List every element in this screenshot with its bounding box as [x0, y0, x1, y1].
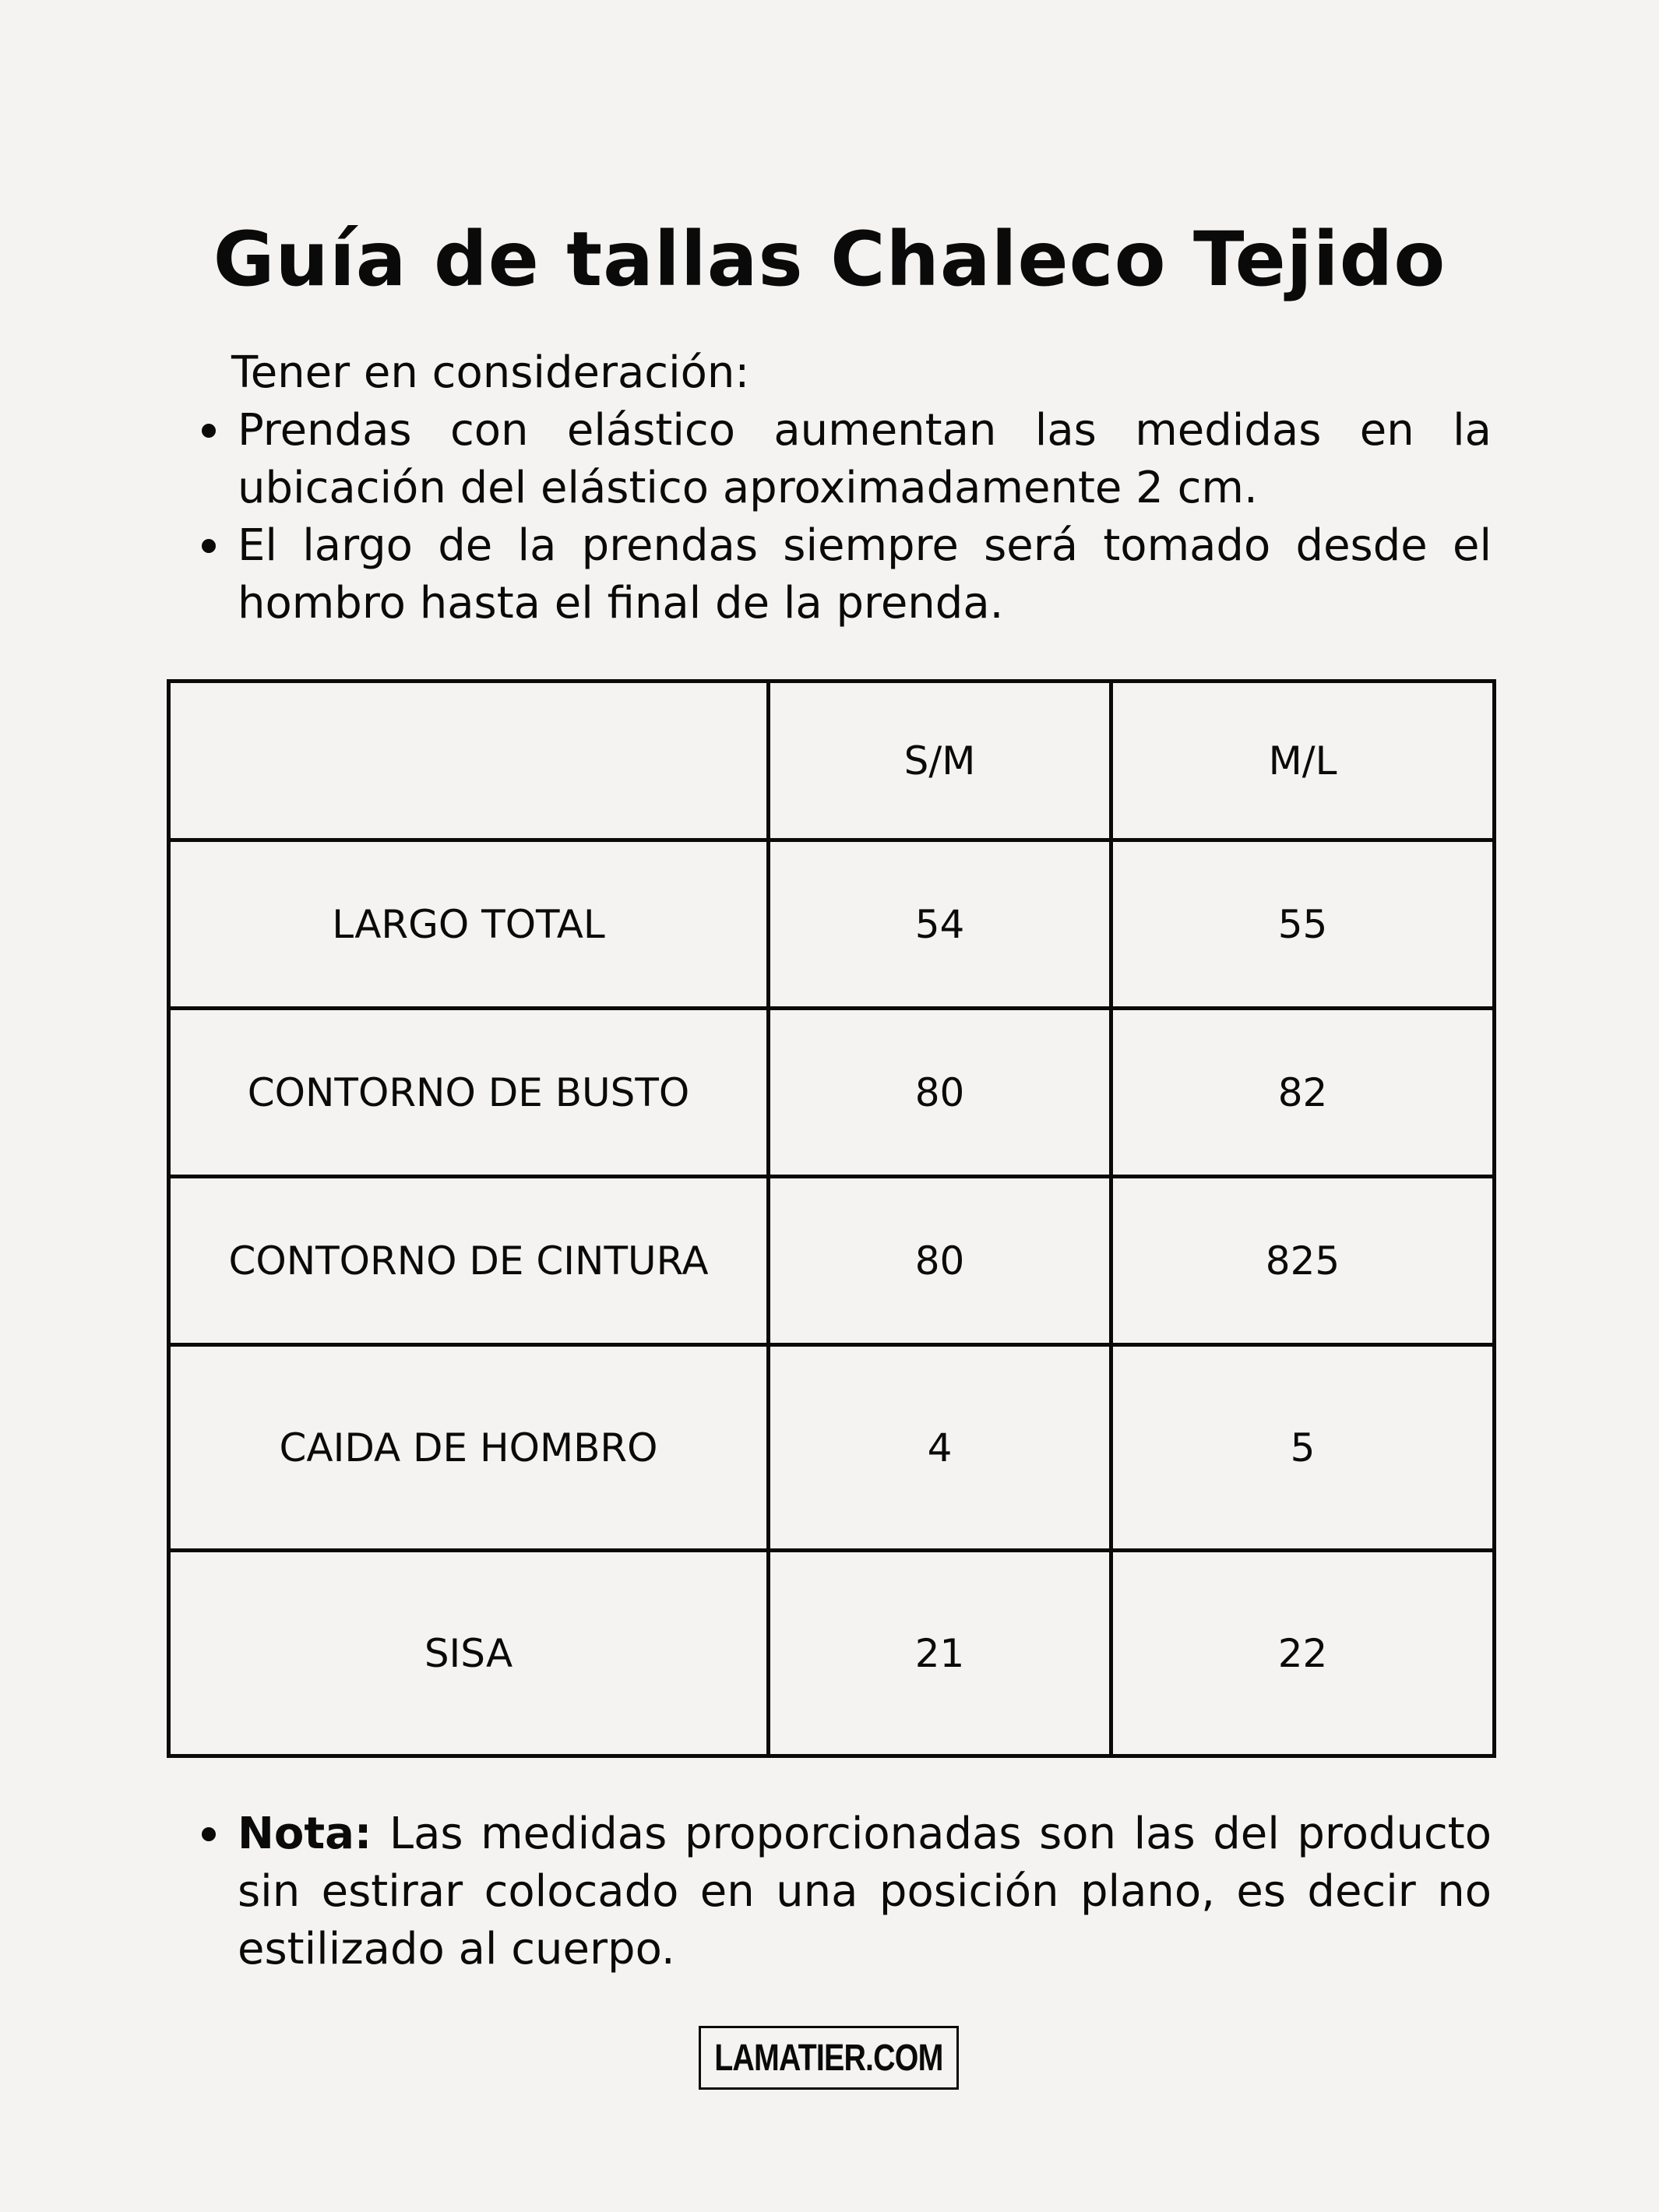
value-sm: 80 — [769, 1009, 1111, 1177]
size-table — [167, 679, 1496, 1758]
table-row — [169, 1009, 1495, 1177]
value-ml: 825 — [1111, 1177, 1495, 1345]
bullet-icon — [202, 1827, 216, 1841]
row-label: LARGO TOTAL — [169, 840, 769, 1009]
consideration-text: Prendas con elástico aumentan las medidas en la ubicación del elástico aproximadamente 2 cm. — [238, 405, 1492, 513]
considerations — [191, 344, 1492, 632]
note-label: Nota: — [238, 1809, 372, 1859]
consideration-text: El largo de la prendas siempre será tomado desde el hombro hasta el final de la prenda. — [238, 520, 1492, 629]
row-label: SISA — [169, 1551, 769, 1756]
bullet-icon — [202, 539, 216, 553]
table-header-row — [169, 682, 1495, 840]
row-label: CONTORNO DE BUSTO — [169, 1009, 769, 1177]
brand-text: LAMATIER.COM — [714, 2037, 943, 2079]
value-ml: 5 — [1111, 1345, 1495, 1551]
table-row — [169, 1551, 1495, 1756]
row-label: CONTORNO DE CINTURA — [169, 1177, 769, 1345]
value-sm: 21 — [769, 1551, 1111, 1756]
list-item — [191, 517, 1492, 632]
considerations-intro: Tener en consideración: — [231, 347, 750, 398]
value-ml: 55 — [1111, 840, 1495, 1009]
considerations-list — [191, 402, 1492, 632]
header-cell-ml: M/L — [1111, 682, 1495, 840]
list-item — [191, 1805, 1492, 1978]
page-title: Guía de tallas Chaleco Tejido — [213, 216, 1446, 303]
table-row — [169, 840, 1495, 1009]
value-sm: 4 — [769, 1345, 1111, 1551]
note-section — [191, 1805, 1492, 1978]
header-cell-sm: S/M — [769, 682, 1111, 840]
note-text: Las medidas proporcionadas son las del producto sin estirar colocado en una posición plano, es decir no estilizado al cuerpo. — [238, 1809, 1492, 1974]
header-cell-empty — [169, 682, 769, 840]
note-list — [191, 1805, 1492, 1978]
table-row — [169, 1177, 1495, 1345]
bullet-icon — [202, 424, 216, 438]
value-sm: 80 — [769, 1177, 1111, 1345]
brand-badge — [699, 2026, 959, 2090]
value-ml: 82 — [1111, 1009, 1495, 1177]
value-sm: 54 — [769, 840, 1111, 1009]
row-label: CAIDA DE HOMBRO — [169, 1345, 769, 1551]
value-ml: 22 — [1111, 1551, 1495, 1756]
table-row — [169, 1345, 1495, 1551]
list-item — [191, 402, 1492, 517]
